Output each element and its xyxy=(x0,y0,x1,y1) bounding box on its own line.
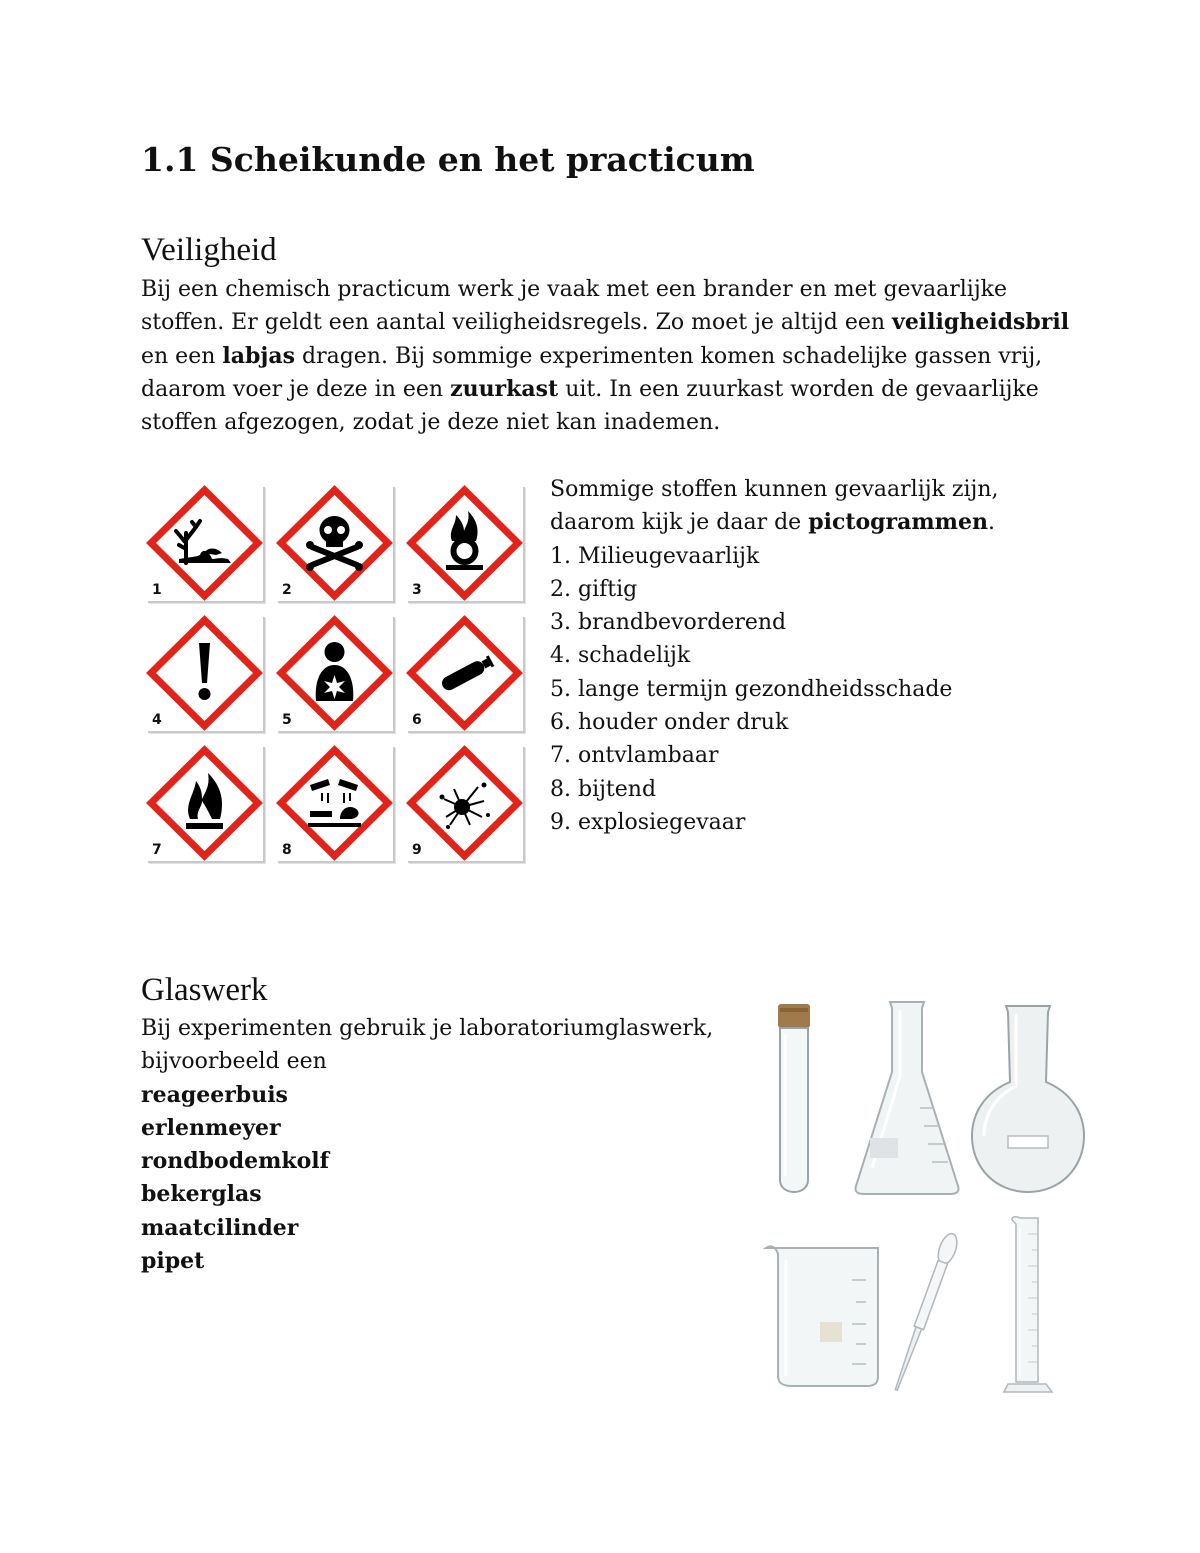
term-pictogrammen: pictogrammen xyxy=(808,509,988,536)
tile-number: 4 xyxy=(152,712,162,728)
tile-number: 3 xyxy=(412,582,422,598)
pictogram-tile xyxy=(276,745,393,861)
list-item: reageerbuis xyxy=(141,1081,288,1108)
pictogram-tile xyxy=(146,745,263,861)
text-run: dragen. Bij sommige experimenten komen schadelijke gassen vrij, daarom voer je deze in een xyxy=(141,343,1043,402)
list-item: bekerglas xyxy=(141,1181,262,1208)
text-run: . xyxy=(987,510,995,536)
skull-crossbones-icon xyxy=(276,485,393,601)
text-run: Bij een chemisch practicum werk je vaak met een brander en met gevaarlijke stoffen. Er geldt een aantal veiligheidsregels. Zo moet je altijd een xyxy=(141,277,1008,336)
text-run: Sommige stoffen kunnen gevaarlijk zijn, daarom kijk je daar de xyxy=(550,477,999,536)
pictogram-tile xyxy=(276,615,393,731)
graduated-cylinder-icon xyxy=(998,1214,1056,1400)
pictogram-description xyxy=(550,473,1070,839)
paragraph-veiligheid xyxy=(141,273,1071,439)
glaswerk-list xyxy=(141,1079,761,1279)
flame-icon xyxy=(146,745,263,861)
hazard-pictogram-grid xyxy=(146,485,526,860)
tile-number: 5 xyxy=(282,712,292,728)
pictogram-tile xyxy=(146,615,263,731)
flame-over-circle-icon xyxy=(406,485,523,601)
list-item: 5. lange termijn gezondheidsschade xyxy=(550,676,953,702)
exploding-bomb-icon xyxy=(406,745,523,861)
pictogram-tile xyxy=(276,485,393,601)
text-run: en een xyxy=(141,343,223,369)
list-item: 1. Milieugevaarlijk xyxy=(550,543,760,569)
glaswerk-description xyxy=(141,1012,761,1278)
tile-number: 9 xyxy=(412,842,422,858)
pictogram-tile xyxy=(406,615,523,731)
list-item: maatcilinder xyxy=(141,1214,299,1241)
tile-number: 1 xyxy=(152,582,162,598)
term-labjas: labjas xyxy=(222,342,295,369)
pictogram-intro xyxy=(550,473,1070,540)
pictogram-tile xyxy=(406,745,523,861)
exclamation-mark-icon xyxy=(146,615,263,731)
beaker-icon xyxy=(762,1240,884,1390)
pictogram-tile xyxy=(406,485,523,601)
pictogram-tile xyxy=(146,485,263,601)
tile-number: 2 xyxy=(282,582,292,598)
list-item: erlenmeyer xyxy=(141,1114,281,1141)
list-item: 4. schadelijk xyxy=(550,643,691,669)
erlenmeyer-flask-icon xyxy=(852,998,962,1198)
list-item: 9. explosiegevaar xyxy=(550,809,746,835)
glaswerk-intro: Bij experimenten gebruik je laboratoriumglaswerk, bijvoorbeeld een xyxy=(141,1016,714,1075)
health-hazard-icon xyxy=(276,615,393,731)
list-item: rondbodemkolf xyxy=(141,1148,330,1175)
heading-veiligheid: Veiligheid xyxy=(141,232,277,268)
tile-number: 8 xyxy=(282,842,292,858)
test-tube-icon xyxy=(770,1000,820,1200)
round-bottom-flask-icon xyxy=(970,1002,1086,1196)
list-item: 8. bijtend xyxy=(550,776,657,802)
term-zuurkast: zuurkast xyxy=(450,375,559,402)
tile-number: 6 xyxy=(412,712,422,728)
list-item: pipet xyxy=(141,1248,205,1275)
gas-cylinder-icon xyxy=(406,615,523,731)
tile-number: 7 xyxy=(152,842,162,858)
heading-glaswerk: Glaswerk xyxy=(141,972,268,1008)
pictogram-list xyxy=(550,540,1070,840)
corrosion-icon xyxy=(276,745,393,861)
list-item: 7. ontvlambaar xyxy=(550,743,719,769)
page-title: 1.1 Scheikunde en het practicum xyxy=(141,140,755,179)
list-item: 3. brandbevorderend xyxy=(550,610,787,636)
environment-hazard-icon xyxy=(146,485,263,601)
pipette-icon xyxy=(890,1225,960,1397)
term-veiligheidsbril: veiligheidsbril xyxy=(892,309,1070,336)
list-item: 6. houder onder druk xyxy=(550,710,789,736)
text-run: uit. In een zuurkast worden de gevaarlijke stoffen afgezogen, zodat je deze niet kan inademen. xyxy=(141,376,1039,436)
list-item: 2. giftig xyxy=(550,576,638,602)
